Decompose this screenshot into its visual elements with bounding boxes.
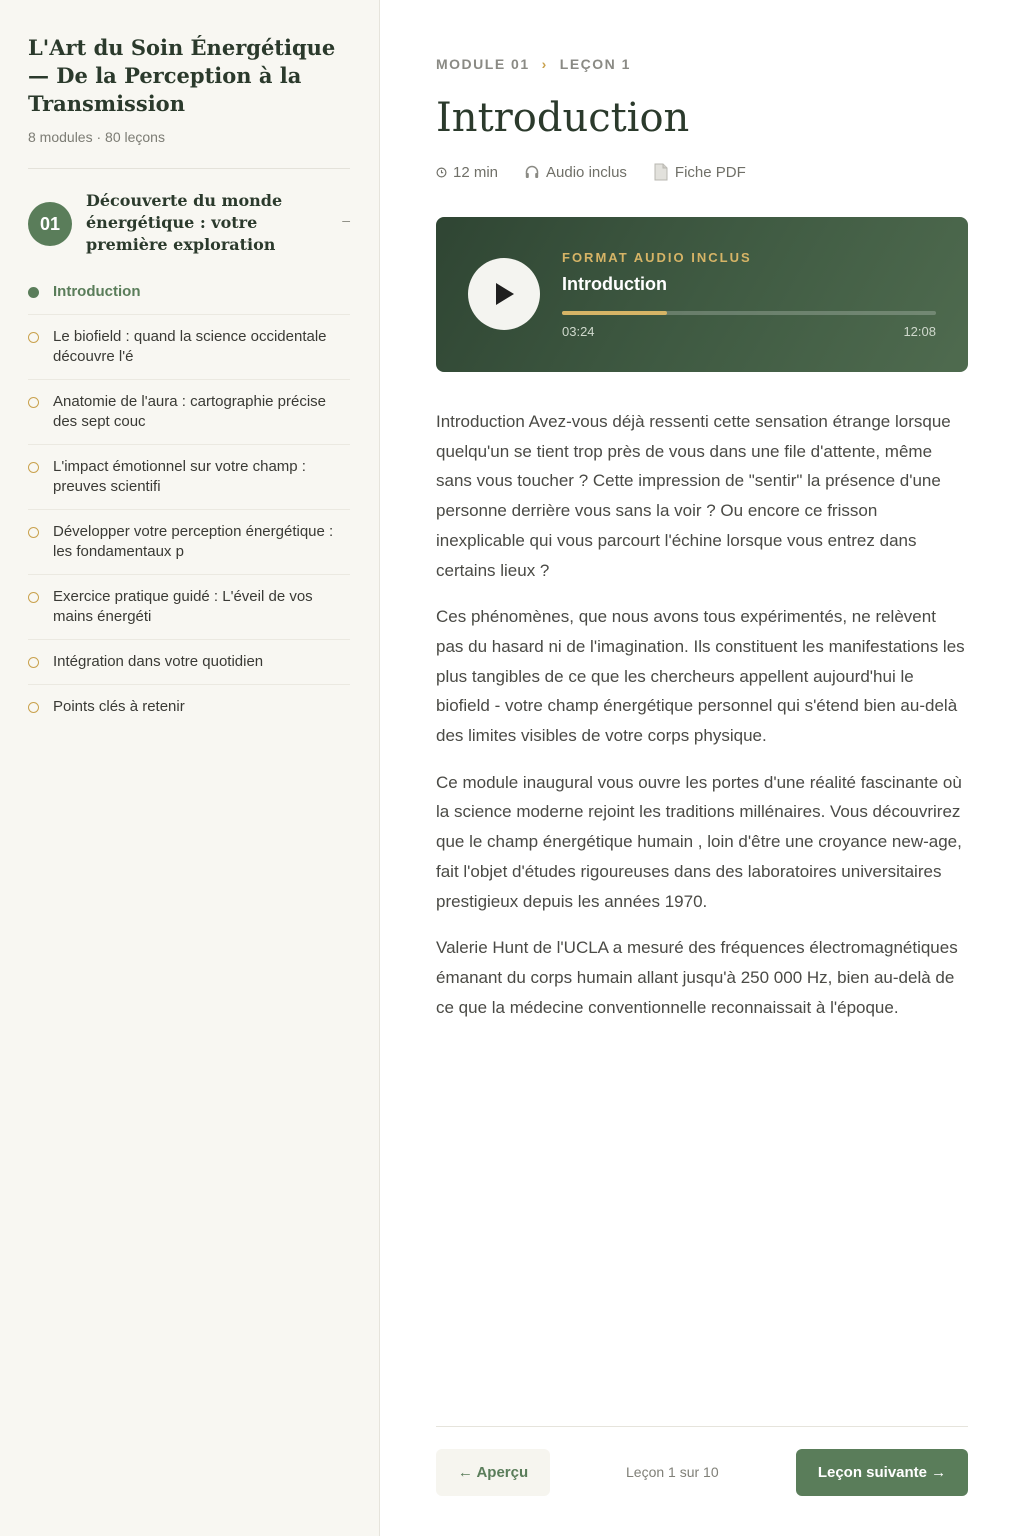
lesson-label: Développer votre perception énergétique : les fondamentaux p [53,523,334,560]
next-lesson-button[interactable]: Leçon suivante → [796,1449,968,1496]
audio-progress-bar[interactable] [562,311,936,315]
page-title: Introduction [436,95,690,141]
lesson-label: Le biofield : quand la science occidentale découvre l'é [53,328,327,365]
play-button[interactable] [468,258,540,330]
lesson-status-dot-icon [28,462,39,473]
lesson-item[interactable] [28,575,350,640]
lesson-status-dot-icon [28,702,39,713]
lesson-item[interactable] [28,510,350,575]
document-icon [653,163,669,181]
footer-divider [436,1426,968,1427]
lesson-item[interactable] [28,445,350,510]
lesson-label: Anatomie de l'aura : cartographie précise des sept couc [53,393,327,430]
body-paragraph: Ce module inaugural vous ouvre les portes d'une réalité fascinante où la science moderne rejoint les traditions millénaires. Vous découvrirez que le champ énergétique humain , loin d'être une croyance new-age, fait l'objet d'études rigoureuses dans des laboratoires universitaires prestigieux depuis les années 1970. [436,772,962,911]
lesson-status-dot-icon [28,332,39,343]
module-header[interactable] [28,190,350,260]
duration-text: 12 min [453,163,499,181]
clock-icon [436,167,447,178]
lesson-status-dot-icon [28,657,39,668]
body-paragraph: Introduction Avez-vous déjà ressenti cette sensation étrange lorsque quelqu'un se tient trop près de vous dans une file d'attente, même sans vous toucher ? Cette impression de "sentir" la présence d'une personne derrière vous sans la voir ? Ou encore ce frisson inexplicable qui vous parcourt l'échine lorsque vous entrez dans certains lieux ? [436,412,951,580]
lesson-status-dot-icon [28,397,39,408]
lesson-label: Intégration dans votre quotidien [53,653,264,670]
lesson-label: Points clés à retenir [53,698,185,715]
module-collapse-toggle[interactable]: – [342,212,350,228]
play-icon [492,281,516,307]
sidebar-divider [28,168,350,169]
lesson-label: Exercice pratique guidé : L'éveil de vos mains énergéti [53,588,313,625]
lesson-list [28,270,350,729]
lesson-meta [436,163,746,181]
previous-button[interactable]: ← Aperçu [436,1449,550,1496]
sidebar [0,0,380,1536]
pdf-text: Fiche PDF [674,163,746,181]
player-track-title: Introduction [562,274,667,294]
breadcrumb [436,56,631,72]
lesson-item[interactable] [28,270,350,315]
lesson-body [436,407,968,1039]
audio-meta [524,164,627,181]
lesson-item[interactable] [28,685,350,729]
course-meta: 8 modules · 80 leçons [28,129,165,145]
lesson-item[interactable] [28,640,350,685]
lesson-label: L'impact émotionnel sur votre champ : preuves scientifi [53,458,306,495]
headphones-icon [524,164,540,180]
breadcrumb-lesson: LEÇON 1 [559,56,631,72]
player-format-label: FORMAT AUDIO INCLUS [562,250,752,265]
lesson-item[interactable] [28,315,350,380]
current-time: 03:24 [562,324,595,339]
active-lesson-dot-icon [28,287,39,298]
lesson-content [436,0,968,1536]
audio-progress-fill [562,311,667,315]
lesson-label: Introduction [53,283,141,300]
pdf-meta[interactable] [653,163,746,181]
audio-text: Audio inclus [546,163,627,181]
lesson-item[interactable] [28,380,350,445]
total-time: 12:08 [903,324,936,339]
course-title: L'Art du Soin Énergétique — De la Perception à la Transmission [28,35,336,116]
breadcrumb-module[interactable]: MODULE 01 [436,56,530,72]
body-paragraph: Valerie Hunt de l'UCLA a mesuré des fréquences électromagnétiques émanant du corps humain allant jusqu'à 250 000 Hz, bien au-delà de ce que la médecine conventionnelle reconnaissait à l'époque. [436,938,958,1017]
module-number-badge: 01 [28,202,72,246]
breadcrumb-separator: › [541,56,548,72]
lesson-counter: Leçon 1 sur 10 [626,1464,719,1480]
duration-meta [436,164,498,181]
module-title: Découverte du monde énergétique : votre première exploration [86,191,283,254]
body-paragraph: Ces phénomènes, que nous avons tous expérimentés, ne relèvent pas du hasard ni de l'imagination. Ils constituent les manifestations les plus tangibles de ce que les chercheurs appellent aujourd'hui le biofield - votre champ énergétique personnel qui s'étend bien au-delà des limites visibles de votre corps physique. [436,607,965,746]
lesson-status-dot-icon [28,527,39,538]
lesson-status-dot-icon [28,592,39,603]
audio-player [436,217,968,372]
